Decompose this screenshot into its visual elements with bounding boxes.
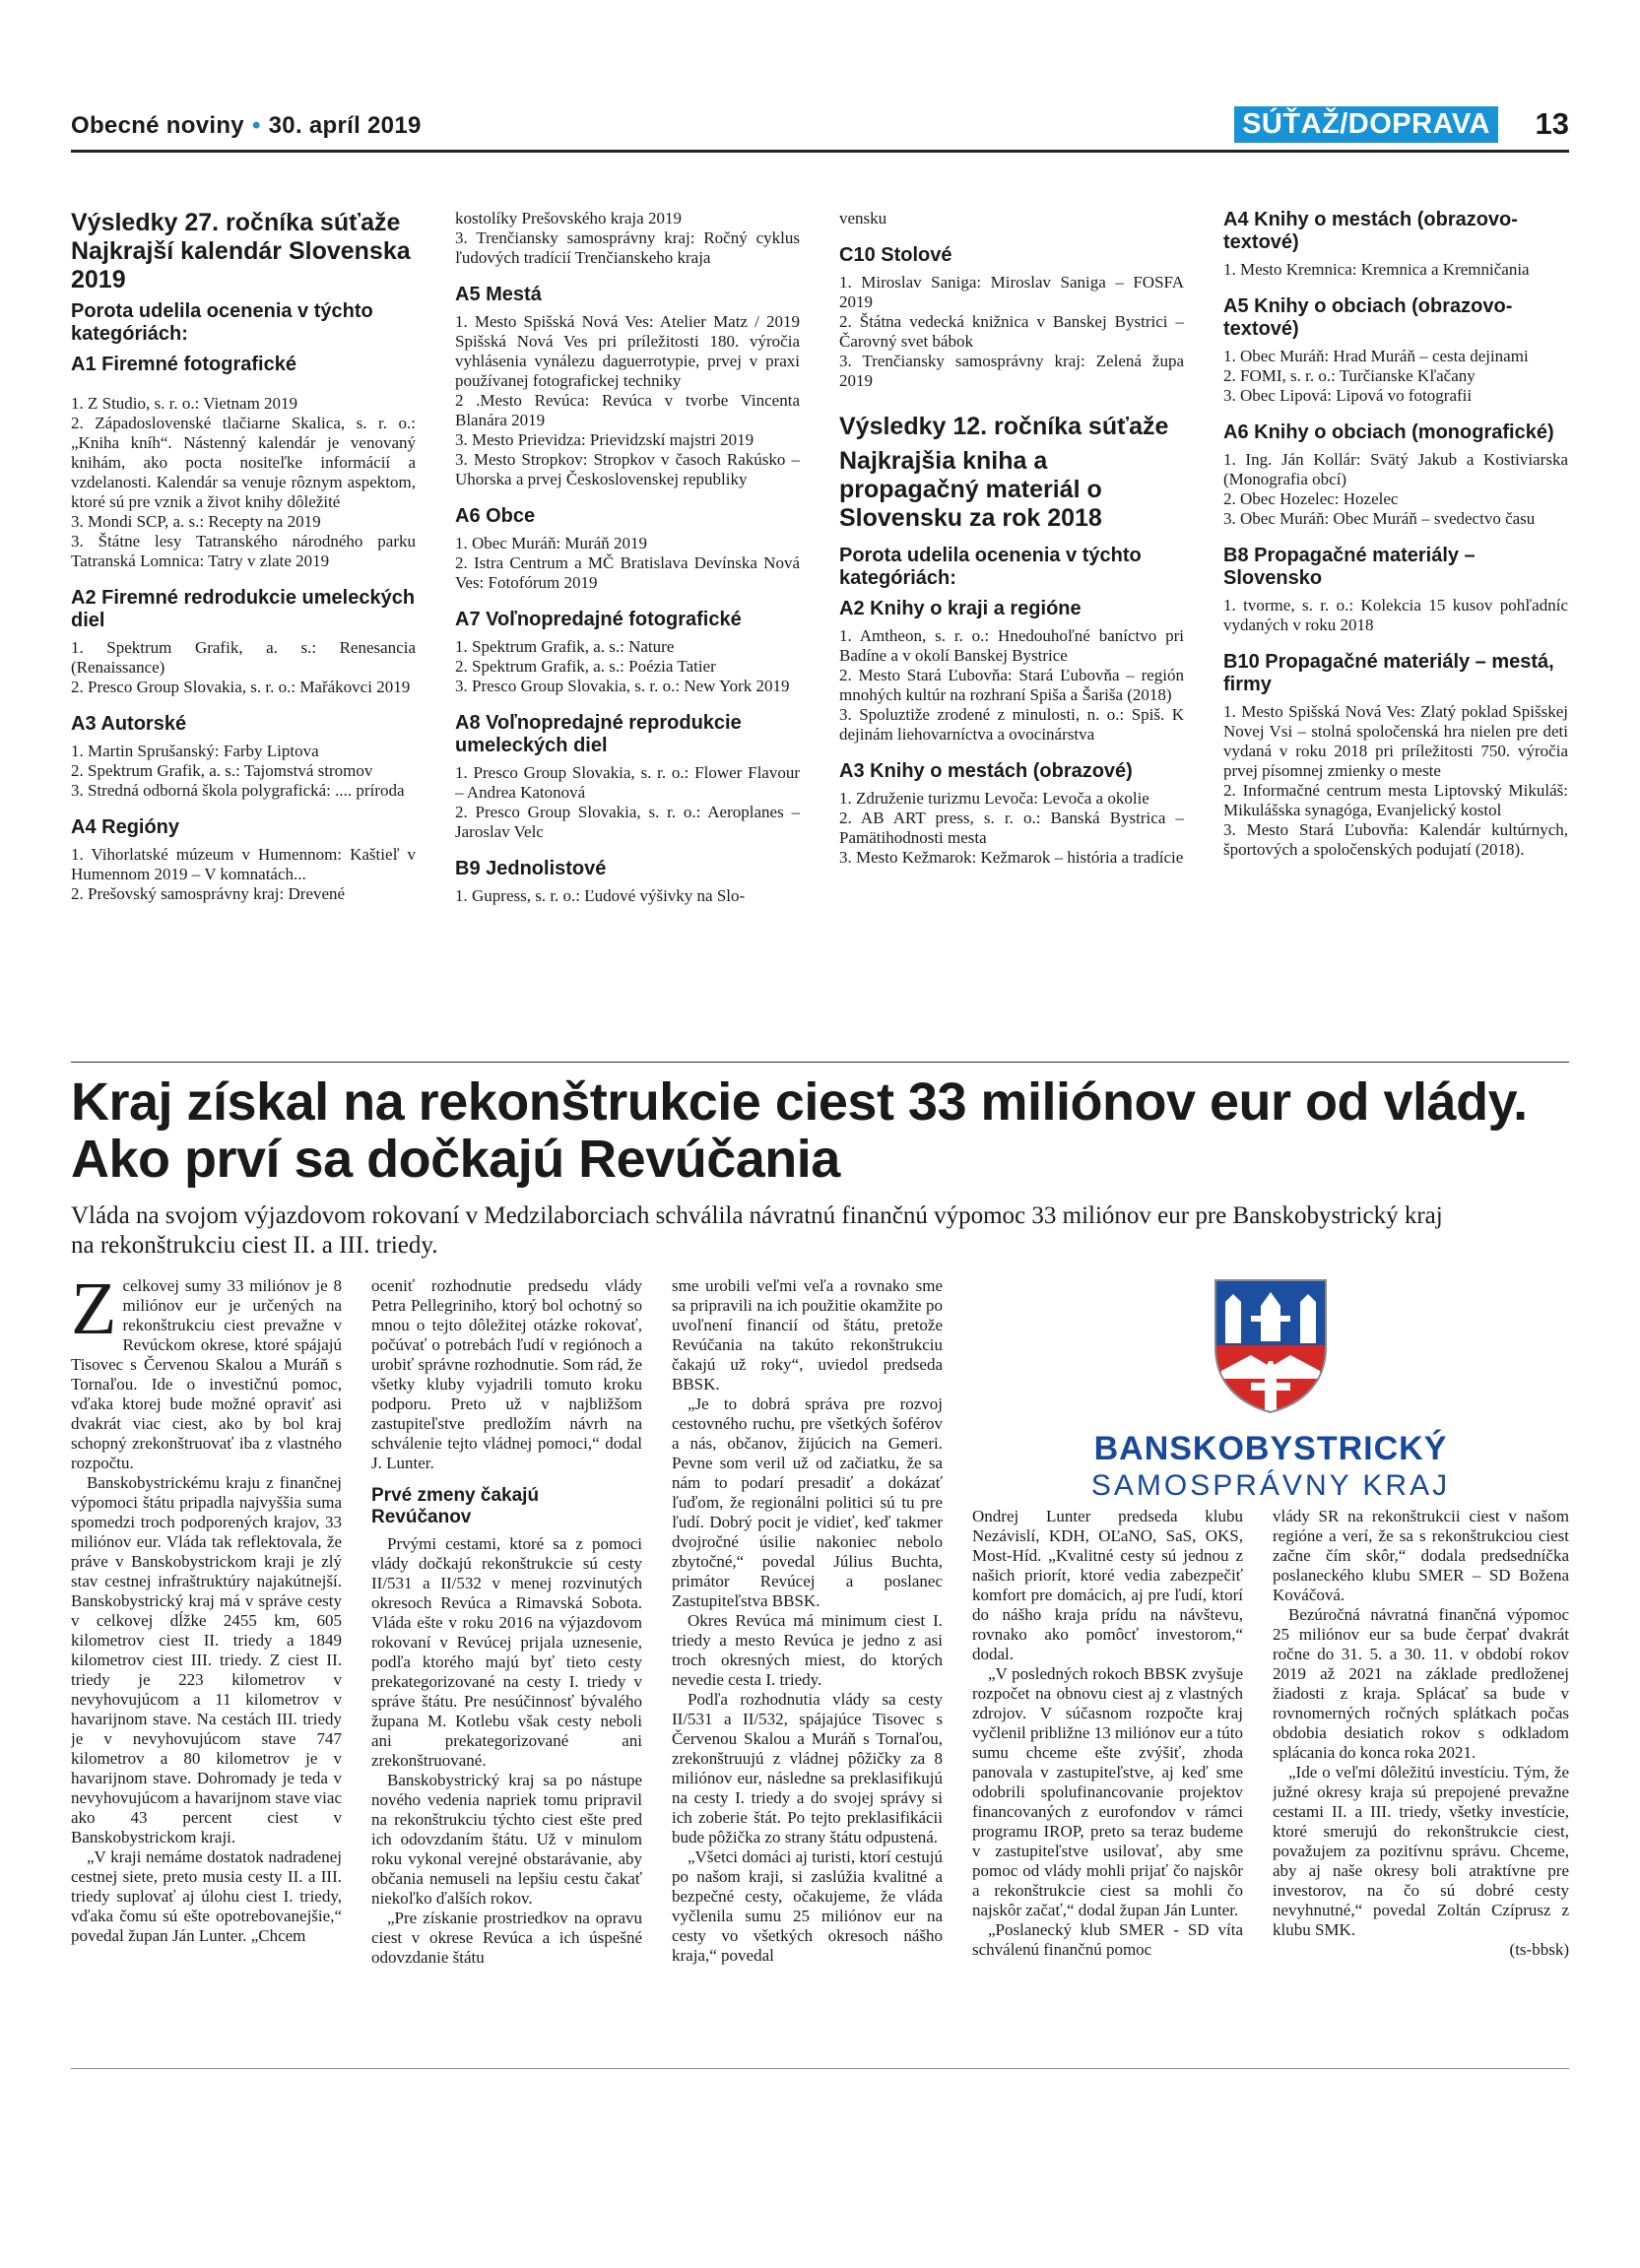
category-a7-results: 1. Spektrum Grafik, a. s.: Nature 2. Spektrum Grafik, a. s.: Poézia Tatier 3. Presco Group Slovakia, s. r. o.: New York 2019 [455,637,790,695]
category-a6-results: 1. Obec Muráň: Muráň 2019 2. Istra Centrum a MČ Bratislava Devínska Nová Ves: Fotofórum 2019 [455,534,800,592]
category-a2: A2 Firemné redrodukcie umeleckých diel [71,587,416,631]
article-paragraph: Ondrej Lunter predseda klubu Nezávislí, KDH, OĽaNO, SaS, OKS, Most-Híd. „Kvalitné cesty sú jednou z našich priorít, ktoré vedia zabezpečiť komfort pre domácich, aj pre ľudí, ktorí do nášho kraja prídu na návštevu, rovnako ako pomôcť investorom,“ dodal. [972,1507,1243,1663]
article-paragraph: Podľa rozhodnutia vlády sa cesty II/531 a II/532, spájajúce Tisovec s Červenou Skalou a Muráň s Tornaľou, zrekonštruujú z vládnej pôžičky za 8 miliónov eur, následne sa preklasifikujú na cesty I. triedy a do svojej správy si ich zoberie štát. Po tejto preklasifikácii bude pôžička zo strany štátu odpustená. [672,1690,943,1847]
category-c10: C10 Stolové [839,244,952,266]
drop-cap: Z [71,1276,117,1350]
category-a1: A1 Firemné fotografické [71,354,296,375]
article-column-1 [71,1276,342,2054]
page-header [71,102,1569,146]
paper-name: Obecné noviny [71,112,244,139]
category-a4-results: 1. Vihorlatské múzeum v Humennom: Kaštieľ v Humennom 2019 – V komnatách... 2. Prešovský samosprávny kraj: Drevené [71,845,416,903]
separator-dot: • [251,112,261,139]
logo-text-line-1: BANSKOBYSTRICKÝ [1093,1430,1448,1467]
category-a8: A8 Voľnopredajné reprodukcie umeleckých diel [455,712,742,756]
category-a3-results: 1. Martin Sprušanský: Farby Liptova 2. Spektrum Grafik, a. s.: Tajomstvá stromov 3. Stredná odborná škola polygrafická: .... príroda [71,742,405,800]
category-b9-results: 1. Gupress, s. r. o.: Ľudové výšivky na Slo- [455,886,746,905]
article-paragraph: oceniť rozhodnutie predsedu vlády Petra Pellegriniho, ktorý bol ochotný so mnou o tejto dôležitej otázke rokovať, počúvať o potrebách ľudí v regiónoch a urobiť správne rozhodnutie. Som rád, že všetky kluby vyjadrili tomuto kroku podporu. Preto už v najbližšom zastupiteľstve predložím návrh na schválenie tejto vládnej pomoci,“ dodal J. Lunter. [371,1276,642,1472]
article-paragraph: „V kraji nemáme dostatok nadradenej cestnej siete, preto musia cesty II. a III. triedy suplovať aj úlohu ciest I. triedy, vďaka čomu sú ešte opotrebovanejšie,“ povedal župan Ján Lunter. „Chcem [71,1847,342,1945]
category-b10: B10 Propagačné materiály – mestá, firmy [1223,651,1554,695]
article-paragraph: „Pre získanie prostriedkov na opravu ciest v okrese Revúca a ich úspešné odovzdanie štátu [371,1909,642,1967]
category-a5-books: A5 Knihy o obciach (obrazovo-textové) [1223,295,1513,340]
category-c10-results: 1. Miroslav Saniga: Miroslav Saniga – FOSFA 2019 2. Štátna vedecká knižnica v Banskej Bystrici – Čarovný svet bábok 3. Trenčiansky samosprávny kraj: Zelená župa 2019 [839,273,1184,390]
article-column-4-body [972,1507,1243,1960]
article-paragraph: Bezúročná návratná finančná výpomoc 25 miliónov eur sa bude čerpať dvakrát ročne do 31. 5. a 30. 11. v období rokov 2019 až 2021 na základe predloženej žiadosti z kraja. Splácať sa bude v rovnomerných ročných splátkach počas obdobia desiatich rokov s odkladom splácania do konca roka 2021. [1273,1605,1569,1762]
category-a7: A7 Voľnopredajné fotografické [455,609,742,630]
article-paragraph: Okres Revúca má minimum ciest I. triedy a mesto Revúca je jedno z asi troch okresných miest, do ktorých nevedie cesta I. triedy. [672,1611,943,1689]
article-paragraph: sme urobili veľmi veľa a rovnako sme sa pripravili na ich použitie okamžite po uvoľnení financií od štátu, pretože Revúčania na takúto rekonštrukciu čakajú už roky“, uviedol predseda BBSK. [672,1276,943,1393]
article-paragraph: „Je to dobrá správa pre rozvoj cestovného ruchu, pre všetkých šoférov a nás, občanov, žijúcich na Gemeri. Pevne som veril už od začiatku, že sa nám to podarí presadiť a dokázať ľuďom, že regionálni politici sú tu pre ľudí. Dobrý pocit je vidieť, keď takmer dvojročné úsilie nakoniec nebolo zbytočné,“ povedal Július Buchta, primátor Revúcej a poslanec Zastupiteľstva BBSK. [672,1394,943,1610]
category-a4-books-results: 1. Mesto Kremnica: Kremnica a Kremničania [1223,260,1530,279]
category-b8-results: 1. tvorme, s. r. o.: Kolekcia 15 kusov pohľadníc vydaných v roku 2018 [1223,596,1568,634]
article-paragraph: Prvými cestami, ktoré sa z pomoci vlády dočkajú rekonštrukcie sú cesty II/531 a II/532 v menej rozvinutých okresoch Revúca a Rimavská Sobota. Vláda ešte v roku 2016 na výjazdovom rokovaní v Revúcej prijala uznesenie, podľa ktorého majú byť tieto cesty prekategorizované na cesty I. triedy v správe štátu. Pre nesúčinnosť bývalého župana M. Kotlebu však cesty neboli ani prekategorizované ani zrekonštruované. [371,1534,642,1770]
contest-column-1 [71,209,416,1054]
category-a2-books-results: 1. Amtheon, s. r. o.: Hnedouhoľné baníctvo pri Badíne a v okolí Banskej Bystrice 2. Mesto Stará Ľubovňa: Stará Ľubovňa – región mnohých kultúr na rozhraní Spiša a Šariša (2018) 3. Spoluztiže zrodené z minulosti, n. o.: Spiš. K dejinám liehovarníctva a ovocinárstva [839,626,1184,744]
category-a3-books-results: 1. Združenie turizmu Levoča: Levoča a okolie 2. AB ART press, s. r. o.: Banská Bystrica – Pamätihodnosti mesta 3. Mesto Kežmarok: Kežmarok – história a tradície [839,789,1184,867]
jury-subtitle: Porota udelila ocenenia v týchto kategóriách: [839,545,1142,589]
page-number: 13 [1535,106,1569,141]
bbsk-logo [1044,1276,1497,1502]
article-column-5 [1273,1507,1569,2054]
article-column-5-body [1273,1507,1569,1940]
book-contest-title: Výsledky 12. ročníka súťaže [839,413,1169,440]
logo-text-line-2: SAMOSPRÁVNY KRAJ [1090,1469,1451,1502]
article-paragraph: Banskobystrickému kraju z finančnej výpomoci štátu pripadla najvyššia suma spomedzi troch podporených krajov, 33 miliónov eur. Vláda tak reflektovala, že práve v Banskobystrickom kraji je zlý stav cestnej infraštruktúry najakútnejší. Banskobystrický kraj má v správe cesty v celkovej dĺžke 2455 km, 605 kilometrov ciest II. triedy a 1849 kilometrov ciest III. triedy. Z ciest II. triedy je 223 kilometrov v nevyhovujúcom a 11 kilometrov v havarijnom stave. Na cestách III. triedy je v nevyhovujúcom stave 747 kilometrov a 80 kilometrov je v havarijnom stave. Dohromady je teda v nevyhovujúcom a havarijnom stave viac ako 43 percent ciest v Banskobystrickom kraji. [71,1473,342,1847]
section-divider [71,1062,1569,1063]
category-b10-results: 1. Mesto Spišská Nová Ves: Zlatý poklad Spišskej Novej Vsi – stolná spoločenská hra nielen pre deti vydaná v roku 2018 pri príležitosti 750. výročia prvej písomnej zmienky o meste 2. Informačné centrum mesta Liptovský Mikuláš: Mikulášska synagóga, Evanjelický kostol 3. Mesto Stará Ľubovňa: Kalendár kultúrnych, športových a spoločenských podujatí (2018). [1223,702,1568,859]
article-paragraph: „Ide o veľmi dôležitú investíciu. Tým, že južné okresy kraja sú prepojené prevažne cestami II. a III. triedy, všetky investície, ktoré smerujú do rekonštrukcie ciest, považujem za pozitívnu správu. Chceme, aby aj naše okresy boli atraktívne pre investorov, na čo sú dobré cesty nevyhnutné,“ povedal Zoltán Czíprusz z klubu SMK. [1273,1763,1569,1939]
article-column-2 [371,1276,642,2054]
article-paragraph: „V posledných rokoch BBSK zvyšuje rozpočet na obnovu ciest aj z vlastných zdrojov. V súčasnom rozpočte kraj vyčlenil približne 13 miliónov eur a túto sumu chceme ešte zvýšiť, zhoda panovala v zastupiteľstve, aj keď sme odobrili spolufinancovanie projektov financovaných z eurofondov v rámci programu IROP, preto sa teraz budeme v zastupiteľstve usilovať, aby sme pomoc od vlády mohli prijať čo najskôr a rekonštrukcie ciest sa mohli čo najskôr začať,“ dodal župan Ján Lunter. [972,1664,1243,1919]
category-a1-results: 1. Z Studio, s. r. o.: Vietnam 2019 2. Západoslovenské tlačiarne Skalica, s. r. o.: „Kniha kníh“. Nástenný kalendár je venovaný knihám, ako pocta nositeľke informácií a vzdelanosti. Kalendár sa venuje rôznym aspektom, ktoré sú pre vznik a život knihy dôležité 3. Mondi SCP, a. s.: Recepty na 2019 3. Štátne lesy Tatranského národného parku Tatranská Lomnica: Tatry v zlate 2019 [71,394,416,570]
article-paragraph: celkovej sumy 33 miliónov je 8 miliónov eur je určených na rekonštrukciu ciest prevažne v Revúckom okrese, ktoré spájajú Tisovec s Červenou Skalou a Muráň s Tornaľou. Ide o investičnú pomoc, vďaka ktorej bude možné opraviť asi dvakrát viac ciest, ako by bol kraj schopný zrekonštruovať iba z vlastného rozpočtu. [71,1276,342,1472]
category-a6: A6 Obce [455,505,536,527]
article-column-4 [972,1507,1243,2054]
article-lead: Vláda na svojom výjazdovom rokovaní v Medzilaborciach schválila návratnú finančnú výpomoc 33 miliónov eur pre Banskobystrický kraj na rekonštrukciu ciest II. a III. triedy. [71,1202,1443,1259]
bottom-rule [71,2068,1569,2069]
article-paragraph: „Všetci domáci aj turisti, ktorí cestujú po našom kraji, si zaslúžia kvalitné a bezpečné cesty, očakujeme, že vláda vyčlenila sumu 25 miliónov eur na cesty vo všetkých okresoch nášho kraja,“ povedal [672,1847,943,1965]
category-a4: A4 Regióny [71,816,180,838]
article-paragraph: vlády SR na rekonštrukcii ciest v našom regióne a verí, že sa s rekonštrukciou ciest začne čím skôr,“ dodala predsedníčka poslaneckého klubu SMER – SD Božena Kováčová. [1273,1507,1569,1604]
article-subhead: Prvé zmeny čakajú Revúčanov [371,1485,540,1527]
issue-date: 30. apríl 2019 [268,112,422,139]
article-paragraph: Banskobystrický kraj sa po nástupe nového vedenia napriek tomu pripravil na rekonštrukciu týchto ciest ešte pred ich odovzdaním štátu. Už v minulom roku vykonal verejné obstarávanie, aby občania nemuseli na lepšiu cestu čakať niekoľko ďalších rokov. [371,1771,642,1908]
book-contest-title-2: Najkrajšia kniha a propagačný materiál o Slovensku za rok 2018 [839,447,1102,532]
continued-results: vensku [839,209,887,227]
contest-column-2 [455,209,800,1054]
contest-title: Výsledky 27. ročníka súťaže Najkrajší kalendár Slovenska 2019 [71,209,411,293]
coat-of-arms-icon [1212,1276,1330,1414]
article-paragraph: „Poslanecký klub SMER - SD víta schválenú finančnú pomoc [972,1920,1243,1959]
category-a2-books: A2 Knihy o kraji a regióne [839,598,1082,619]
article-column-1-body [71,1276,342,1946]
masthead [71,112,422,140]
category-a5-results: 1. Mesto Spišská Nová Ves: Atelier Matz / 2019 Spišská Nová Ves pri príležitosti 180. výročia vyhlásenia vynálezu daguerrotypie, prvej v praxi používanej fotografickej techniky 2 .Mesto Revúca: Revúca v tvorbe Vincenta Blanára 2019 3. Mesto Prievidza: Prievidzskí majstri 2019 3. Mesto Stropkov: Stropkov v časoch Rakúsko – Uhorska a prvej Československej republiky [455,312,800,488]
article-headline: Kraj získal na rekonštrukcie ciest 33 miliónov eur od vlády. Ako prví sa dočkajú Revúčania [71,1072,1528,1189]
article-column-2-body [371,1276,642,1473]
section-label: SÚŤAŽ/DOPRAVA [1234,106,1498,143]
category-b8: B8 Propagačné materiály – Slovensko [1223,545,1476,589]
article-column-3 [672,1276,943,2054]
article-signature: (ts-bbsk) [1509,1940,1569,1959]
category-a3: A3 Autorské [71,713,187,735]
category-a6-books-results: 1. Ing. Ján Kollár: Svätý Jakub a Kostiviarska (Monografia obcí) 2. Obec Hozelec: Hozelec 3. Obec Muráň: Obec Muráň – svedectvo času [1223,450,1568,528]
category-a5: A5 Mestá [455,284,542,305]
category-a8-results: 1. Presco Group Slovakia, s. r. o.: Flower Flavour – Andrea Katonová 2. Presco Group Slovakia, s. r. o.: Aeroplanes – Jaroslav Velc [455,763,800,841]
category-a6-books: A6 Knihy o obciach (monografické) [1223,421,1554,443]
contest-column-4 [1223,209,1568,1054]
category-a5-books-results: 1. Obec Muráň: Hrad Muráň – cesta dejinami 2. FOMI, s. r. o.: Turčianske Kľačany 3. Obec Lipová: Lipová vo fotografii [1223,347,1529,405]
category-b9: B9 Jednolistové [455,858,607,879]
contest-results [71,209,1569,1054]
article-column-2b-body [371,1534,642,1968]
category-a3-books: A3 Knihy o mestách (obrazové) [839,760,1133,782]
category-a4-books: A4 Knihy o mestách (obrazovo-textové) [1223,209,1518,253]
contest-column-3 [839,209,1184,1054]
article-column-3-body [672,1276,943,1966]
header-rule [71,150,1569,153]
jury-subtitle: Porota udelila ocenenia v týchto kategóriách: [71,300,373,345]
continued-results: kostolíky Prešovského kraja 2019 3. Trenčiansky samosprávny kraj: Ročný cyklus ľudových tradícií Trenčianskeho kraja [455,209,800,267]
category-a2-results: 1. Spektrum Grafik, a. s.: Renesancia (Renaissance) 2. Presco Group Slovakia, s. r. o.: Mařákovci 2019 [71,638,416,696]
